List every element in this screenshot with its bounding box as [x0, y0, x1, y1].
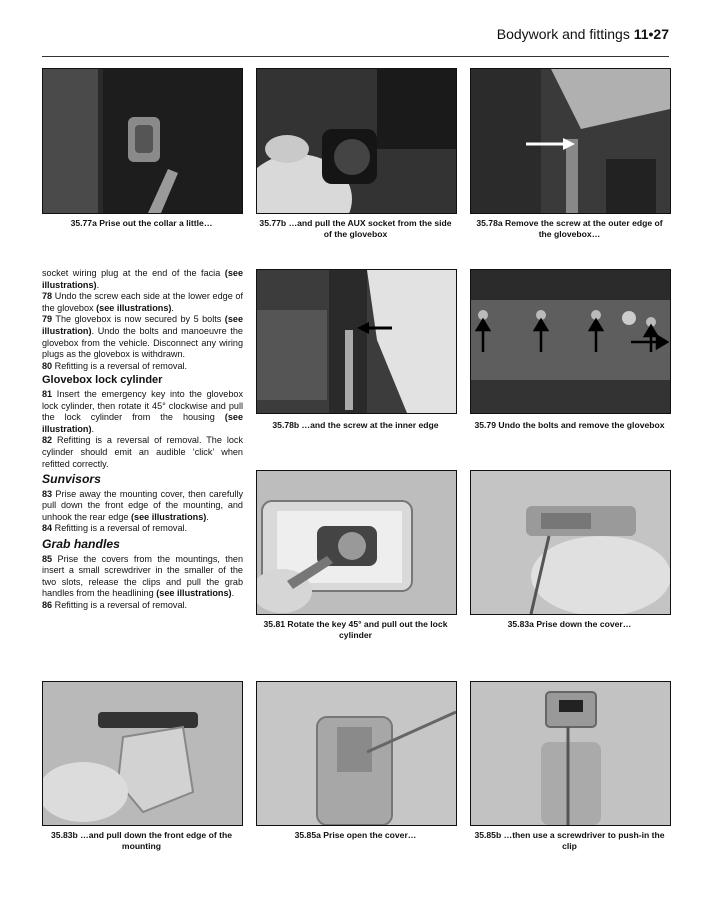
photo-35-81	[256, 470, 457, 615]
subheading-glovebox-lock-cylinder: Glovebox lock cylinder	[42, 374, 163, 387]
paragraph-83: 83 Prise away the mounting cover, then carefully pull down the front edge of the mounting, and unhook the rear edge (see illustrations).	[42, 488, 243, 522]
caption-35-83b: 35.83b …and pull down the front edge of the mounting	[51, 830, 232, 851]
photo-35-85b	[470, 681, 671, 826]
paragraph-78: 78 Undo the screw each side at the lower edge of the glovebox (see illustrations).	[42, 291, 243, 313]
caption-35-77a: 35.77a Prise out the collar a little…	[70, 218, 213, 228]
photo-35-78b	[256, 269, 457, 414]
paragraph-86: 86 Refitting is a reversal of removal.	[42, 600, 188, 611]
photo-35-83a	[470, 470, 671, 615]
caption-35-81: 35.81 Rotate the key 45° and pull out the lock cylinder	[263, 619, 448, 640]
paragraph-intro: socket wiring plug at the end of the facia (see illustrations).	[42, 268, 243, 290]
photo-35-78a	[470, 68, 671, 214]
header-rule	[42, 56, 669, 57]
photo-35-83b	[42, 681, 243, 826]
section-title: Bodywork and fittings	[496, 26, 630, 42]
caption-35-83a: 35.83a Prise down the cover…	[507, 619, 632, 629]
paragraph-81: 81 Insert the emergency key into the glovebox lock cylinder, then rotate it 45° clockwise and pull the lock cylinder from the housing (see illustration).	[42, 388, 243, 434]
photo-35-77b	[256, 68, 457, 214]
caption-35-85b: 35.85b …then use a screwdriver to push-in the clip	[474, 830, 665, 851]
photo-35-85a	[256, 681, 457, 826]
caption-35-79: 35.79 Undo the bolts and remove the glovebox	[474, 420, 665, 430]
heading-grab-handles: Grab handles	[42, 537, 120, 552]
caption-35-85a: 35.85a Prise open the cover…	[294, 830, 417, 840]
caption-35-78a: 35.78a Remove the screw at the outer edge of the glovebox…	[476, 218, 663, 239]
photo-35-77a	[42, 68, 243, 214]
paragraph-82: 82 Refitting is a reversal of removal. The lock cylinder should emit an audible ‘click’ when refitted correctly.	[42, 435, 243, 469]
page-header	[42, 26, 669, 52]
caption-35-77b: 35.77b …and pull the AUX socket from the side of the glovebox	[259, 218, 452, 239]
body-text	[42, 268, 243, 612]
heading-sunvisors: Sunvisors	[42, 472, 101, 487]
photo-35-79	[470, 269, 671, 414]
paragraph-80: 80 Refitting is a reversal of removal.	[42, 360, 188, 371]
paragraph-79: 79 The glovebox is now secured by 5 bolts (see illustration). Undo the bolts and manoeuvre the glovebox from the vehicle. Disconnect any wiring plugs as the glovebox is withdrawn.	[42, 314, 243, 360]
page-number: 11•27	[633, 26, 669, 42]
caption-35-78b: 35.78b …and the screw at the inner edge	[272, 420, 439, 430]
paragraph-84: 84 Refitting is a reversal of removal.	[42, 523, 188, 534]
paragraph-85: 85 Prise the covers from the mountings, then insert a small screwdriver in the smaller of the two slots, release the clips and pull the grab handles from the headlining (see illustrations).	[42, 553, 243, 599]
